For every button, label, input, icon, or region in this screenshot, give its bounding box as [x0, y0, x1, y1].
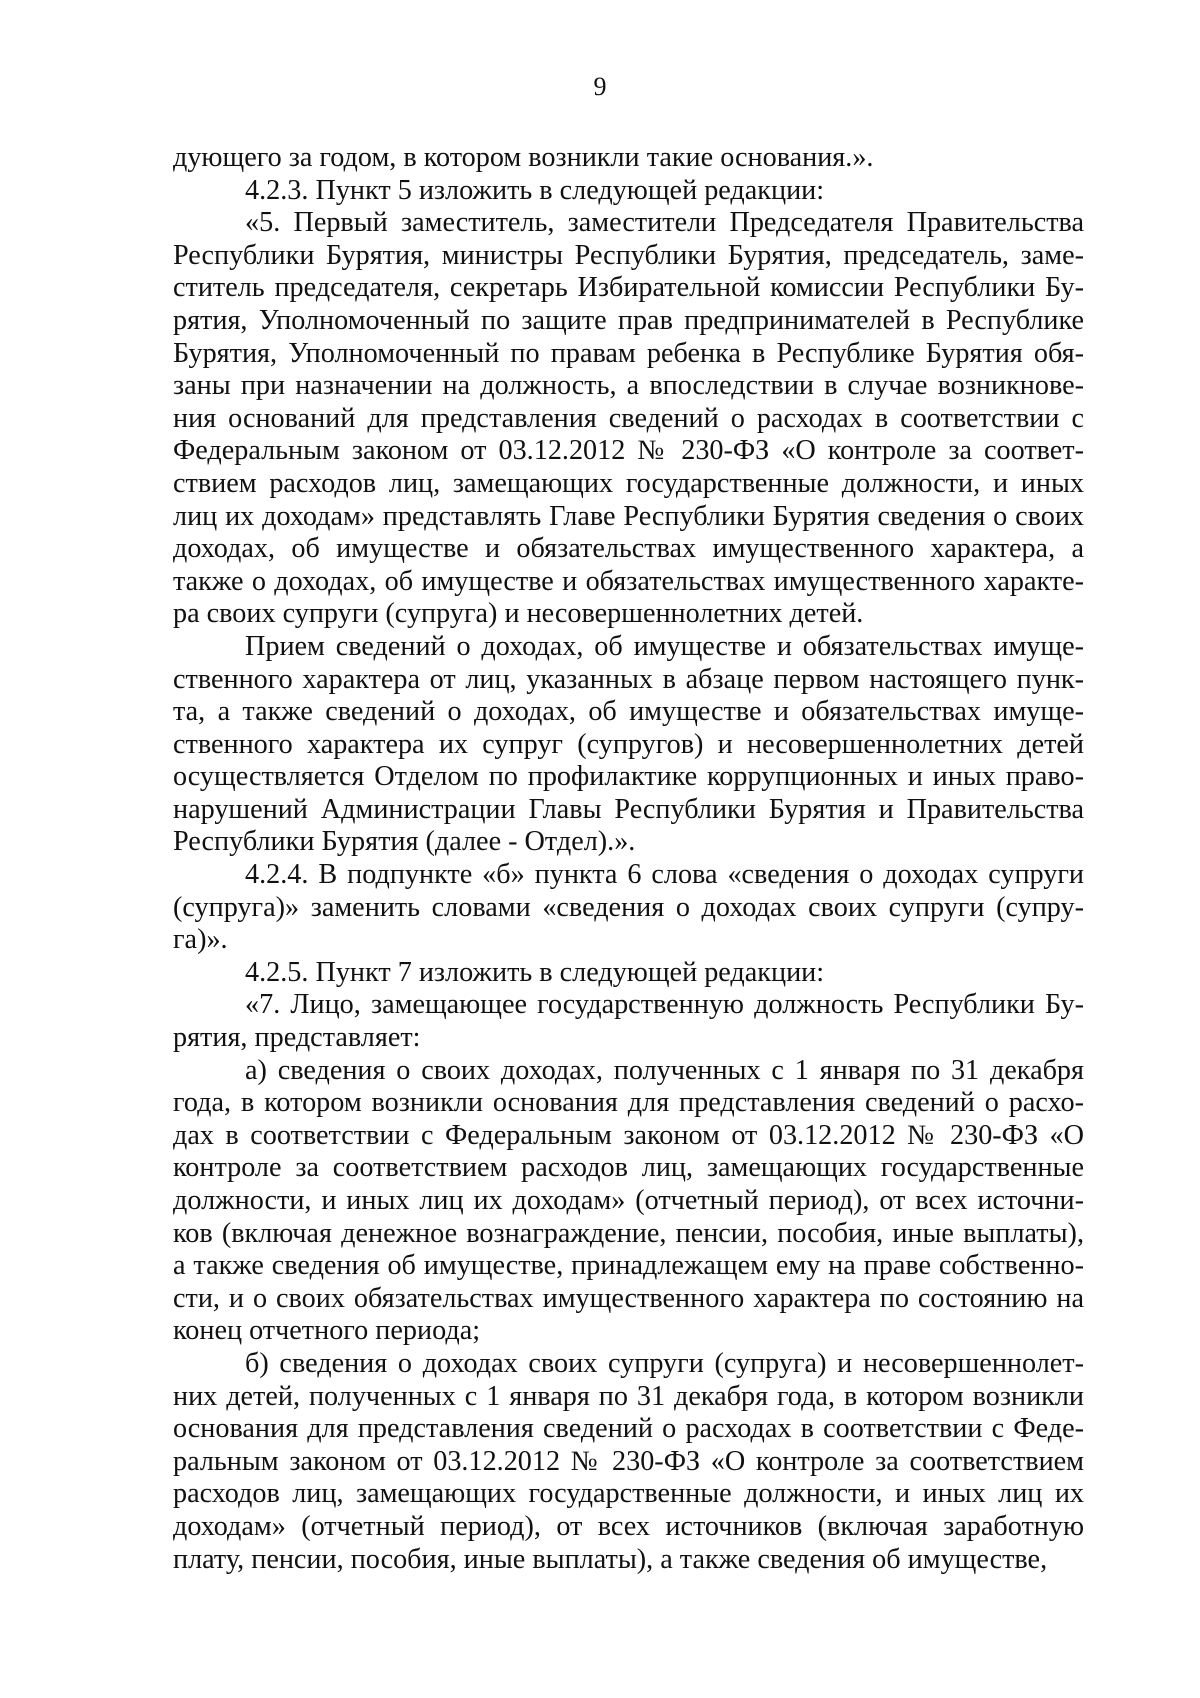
text-line: ственного характера от лиц, указанных в абзаце первом настоящего пунк-: [173, 663, 1084, 695]
text-line: ния оснований для представления сведений о расходах в соответствии с: [173, 402, 1084, 434]
text-line: доходах, об имуществе и обязательствах имущественного характера, а: [173, 533, 1084, 565]
text-line: расходов лиц, замещающих государственные должности, и иных лиц их: [173, 1478, 1084, 1510]
text-line: года, в котором возникли основания для представления сведений о расхо-: [173, 1087, 1084, 1119]
text-line: Республики Бурятия (далее - Отдел).».: [173, 826, 636, 858]
text-line: них детей, полученных с 1 января по 31 декабря года, в котором возникли: [173, 1380, 1084, 1412]
text-line: «5. Первый заместитель, заместители Председателя Правительства: [245, 207, 1084, 239]
text-line: лиц их доходам» представлять Главе Республики Бурятия сведения о своих: [173, 500, 1084, 532]
text-line: основания для представления сведений о расходах в соответствии с Феде-: [173, 1413, 1084, 1445]
text-line: также о доходах, об имуществе и обязательствах имущественного характе-: [173, 565, 1084, 597]
text-line: ральным законом от 03.12.2012 № 230-ФЗ «О контроле за соответствием: [173, 1445, 1084, 1477]
text-line: та, а также сведений о доходах, об имуществе и обязательствах имуще-: [173, 696, 1084, 728]
text-line: плату, пенсии, пособия, иные выплаты), а также сведения об имуществе,: [173, 1543, 1048, 1575]
paragraph: [173, 175, 1084, 208]
text-line: 4.2.4. В подпункте «б» пункта 6 слова «сведения о доходах супруги: [245, 859, 1084, 891]
text-line: сти, и о своих обязательствах имущественного характера по состоянию на: [173, 1282, 1084, 1314]
paragraph: [173, 207, 1084, 631]
text-line: Прием сведений о доходах, об имуществе и обязательствах имуще-: [245, 630, 1084, 662]
text-line: контроле за соответствием расходов лиц, замещающих государственные: [173, 1152, 1084, 1184]
text-line: 4.2.3. Пункт 5 изложить в следующей редакции:: [245, 174, 825, 206]
text-line: (супруга)» заменить словами «сведения о доходах своих супруги (супру-: [173, 891, 1084, 923]
text-line: га)».: [173, 924, 228, 956]
text-line: должности, и иных лиц их доходам» (отчетный период), от всех источни-: [173, 1185, 1084, 1216]
text-line: ра своих супруги (супруга) и несовершеннолетних детей.: [173, 598, 864, 630]
paragraph: [173, 1348, 1084, 1576]
paragraph: [173, 957, 1084, 990]
text-line: осуществляется Отделом по профилактике коррупционных и иных право-: [173, 761, 1084, 793]
text-line: заны при назначении на должность, а впоследствии в случае возникнове-: [173, 370, 1084, 402]
text-line: конец отчетного периода;: [173, 1315, 481, 1347]
text-line: 4.2.5. Пункт 7 изложить в следующей редакции:: [245, 956, 825, 988]
text-line: ститель председателя, секретарь Избирательной комиссии Республики Бу-: [173, 272, 1084, 304]
text-line: рятия, Уполномоченный по защите прав предпринимателей в Республике: [173, 304, 1084, 336]
paragraph: [173, 631, 1084, 859]
text-line: «7. Лицо, замещающее государственную должность Республики Бу-: [245, 989, 1084, 1021]
text-line: доходам» (отчетный период), от всех источников (включая заработную: [173, 1510, 1084, 1542]
text-line: ственного характера их супруг (супругов) и несовершеннолетних детей: [173, 728, 1084, 760]
paragraph: [173, 859, 1084, 957]
text-line: дующего за годом, в котором возникли такие основания.».: [173, 142, 874, 173]
text-line: ков (включая денежное вознаграждение, пенсии, пособия, иные выплаты),: [173, 1217, 1084, 1249]
text-line: ствием расходов лиц, замещающих государственные должности, и иных: [173, 467, 1084, 499]
text-line: Федеральным законом от 03.12.2012 № 230-ФЗ «О контроле за соответ-: [173, 435, 1084, 467]
text-line: а также сведения об имуществе, принадлежащем ему на праве собственно-: [173, 1250, 1084, 1282]
paragraph: [173, 1055, 1084, 1348]
paragraph: [173, 142, 1084, 175]
paragraph: [173, 989, 1084, 1054]
text-line: Республики Бурятия, министры Республики Бурятия, председатель, заме-: [173, 239, 1084, 271]
text-line: нарушений Администрации Главы Республики Бурятия и Правительства: [173, 793, 1084, 825]
text-line: а) сведения о своих доходах, полученных с 1 января по 31 декабря: [245, 1054, 1084, 1086]
text-line: дах в соответствии с Федеральным законом от 03.12.2012 № 230-ФЗ «О: [173, 1119, 1084, 1151]
document-body: [173, 142, 1084, 1576]
text-line: рятия, представляет:: [173, 1022, 421, 1054]
text-line: Бурятия, Уполномоченный по правам ребенка в Республике Бурятия обя-: [173, 337, 1084, 369]
text-line: б) сведения о доходах своих супруги (супруга) и несовершеннолет-: [245, 1347, 1084, 1379]
page-number: 9: [593, 72, 607, 101]
